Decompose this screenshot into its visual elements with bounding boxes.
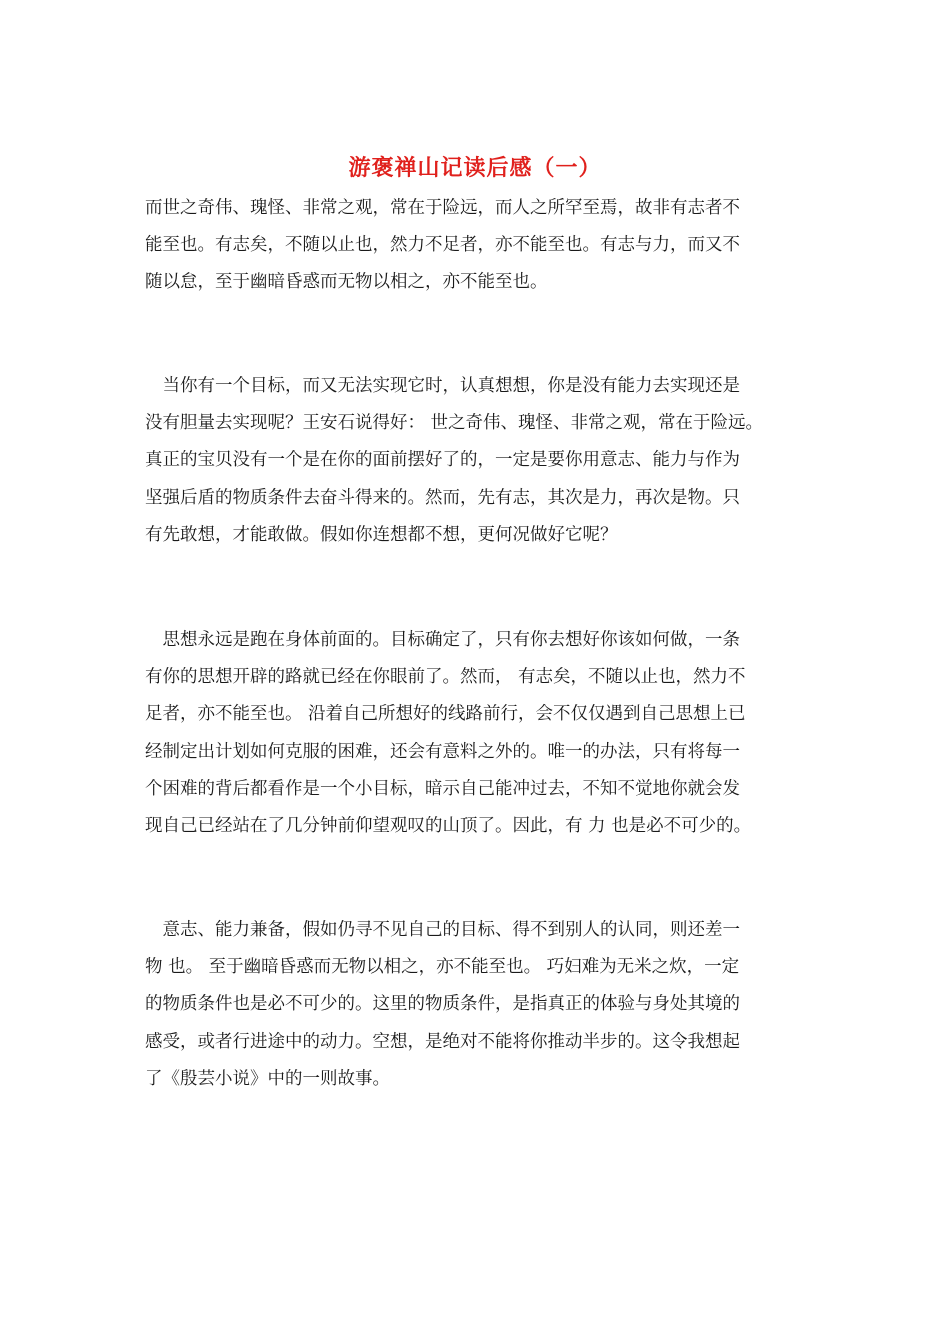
paragraph-line: 有你的思想开辟的路就已经在你眼前了。然而， 有志矣，不随以止也，然力不: [145, 667, 746, 688]
paragraph-line: 了《殷芸小说》中的一则故事。: [145, 1068, 390, 1089]
paragraph-line: 个困难的背后都看作是一个小目标，暗示自己能冲过去，不知不觉地你就会发: [145, 778, 740, 799]
paragraph-line: 坚强后盾的物质条件去奋斗得来的。然而，先有志，其次是力，再次是物。只: [145, 487, 740, 508]
document-title: 游褒禅山记读后感（一）: [348, 155, 602, 181]
paragraph-4: [145, 912, 811, 1098]
paragraph-line: 有先敢想，才能敢做。假如你连想都不想，更何况做好它呢？: [145, 524, 618, 545]
paragraph-line: 的物质条件也是必不可少的。这里的物质条件，是指真正的体验与身处其境的: [145, 994, 740, 1015]
paragraph-line: 随以怠，至于幽暗昏惑而无物以相之，亦不能至也。: [145, 272, 548, 293]
paragraph-line: 没有胆量去实现呢？王安石说得好： 世之奇伟、瑰怪、非常之观，常在于险远。: [145, 413, 764, 434]
paragraph-line: 而世之奇伟、瑰怪、非常之观，常在于险远，而人之所罕至焉，故非有志者不: [145, 198, 740, 218]
paragraph-line: 现自己已经站在了几分钟前仰望观叹的山顶了。因此，有 力 也是必不可少的。: [145, 815, 752, 836]
paragraph-line: 思想永远是跑在身体前面的。目标确定了，只有你去想好你该如何做，一条: [145, 630, 740, 650]
paragraph-1: [145, 190, 811, 302]
paragraph-2: [145, 368, 811, 554]
paragraph-line: 真正的宝贝没有一个是在你的面前摆好了的，一定是要你用意志、能力与作为: [145, 450, 740, 471]
paragraph-line: 足者，亦不能至也。 沿着自己所想好的线路前行，会不仅仅遇到自己思想上已: [145, 704, 746, 725]
paragraph-3: [145, 622, 811, 845]
paragraph-line: 意志、能力兼备，假如仍寻不见自己的目标、得不到别人的认同，则还差一: [145, 920, 740, 940]
paragraph-line: 当你有一个目标，而又无法实现它时，认真想想，你是没有能力去实现还是: [145, 376, 740, 396]
paragraph-line: 感受，或者行进途中的动力。空想，是绝对不能将你推动半步的。这令我想起: [145, 1031, 740, 1052]
paragraph-line: 经制定出计划如何克服的困难，还会有意料之外的。唯一的办法，只有将每一: [145, 741, 740, 762]
paragraph-line: 物 也。 至于幽暗昏惑而无物以相之，亦不能至也。 巧妇难为无米之炊，一定: [145, 957, 740, 978]
paragraph-line: 能至也。有志矣，不随以止也，然力不足者，亦不能至也。有志与力，而又不: [145, 235, 740, 256]
